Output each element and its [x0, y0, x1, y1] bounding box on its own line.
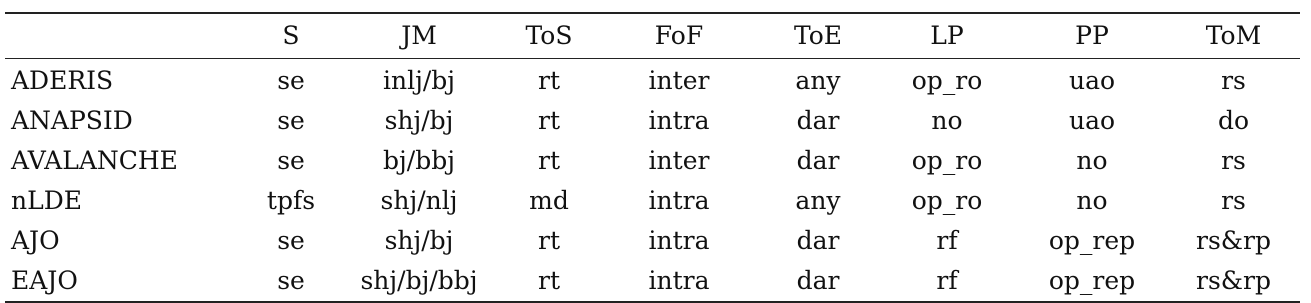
- cell-jm: bj/bbj: [383, 146, 455, 175]
- table-row: [5, 101, 1300, 141]
- cell-fof: intra: [648, 266, 710, 295]
- header-cell-fof: FoF: [654, 21, 704, 50]
- cell-pp: uao: [1068, 66, 1116, 95]
- header-cell-toe: ToE: [793, 21, 843, 50]
- cell-s: tpfs: [266, 186, 316, 215]
- cell-pp: op_rep: [1048, 226, 1136, 255]
- cell-jm: shj/bj: [384, 226, 454, 255]
- cell-pp: op_rep: [1048, 266, 1136, 295]
- cell-s: se: [277, 146, 305, 175]
- table-row: [5, 261, 1300, 302]
- cell-pp: no: [1076, 186, 1108, 215]
- cell-fof: inter: [648, 66, 710, 95]
- cell-fof: intra: [648, 226, 710, 255]
- header-cell-tom: ToM: [1205, 21, 1262, 50]
- cell-tos: rt: [538, 146, 560, 175]
- table-row: [5, 59, 1300, 102]
- table-row: [5, 221, 1300, 261]
- cell-lp: op_ro: [911, 186, 983, 215]
- cell-system-name: AJO: [11, 226, 60, 255]
- header-cell-tos: ToS: [525, 21, 573, 50]
- cell-system-name: ANAPSID: [11, 106, 133, 135]
- cell-pp: uao: [1068, 106, 1116, 135]
- cell-tom: rs&rp: [1196, 226, 1271, 255]
- cell-system-name: ADERIS: [11, 66, 114, 95]
- cell-system-name: nLDE: [11, 186, 82, 215]
- cell-pp: no: [1076, 146, 1108, 175]
- header-cell-pp: PP: [1075, 21, 1109, 50]
- cell-tos: rt: [538, 106, 560, 135]
- cell-jm: inlj/bj: [382, 66, 456, 95]
- table-body: [5, 59, 1300, 303]
- cell-tos: rt: [538, 266, 560, 295]
- cell-tom: rs: [1221, 146, 1246, 175]
- cell-tom: rs: [1221, 66, 1246, 95]
- comparison-table-container: [5, 12, 1300, 303]
- cell-toe: dar: [796, 226, 840, 255]
- header-cell-lp: LP: [930, 21, 964, 50]
- header-cell-jm: JM: [401, 21, 437, 50]
- cell-toe: dar: [796, 146, 840, 175]
- cell-toe: dar: [796, 266, 840, 295]
- cell-s: se: [277, 106, 305, 135]
- header-cell-s: S: [282, 21, 300, 50]
- table-row: [5, 181, 1300, 221]
- cell-toe: any: [795, 66, 841, 95]
- table-row: [5, 141, 1300, 181]
- cell-lp: op_ro: [911, 66, 983, 95]
- table-header: [5, 13, 1300, 59]
- cell-tom: rs: [1221, 186, 1246, 215]
- cell-tos: md: [529, 186, 569, 215]
- cell-tom: do: [1217, 106, 1250, 135]
- cell-s: se: [277, 226, 305, 255]
- cell-jm: shj/bj/bbj: [360, 266, 478, 295]
- comparison-table: [5, 12, 1300, 303]
- cell-fof: intra: [648, 186, 710, 215]
- cell-toe: dar: [796, 106, 840, 135]
- header-row: [5, 13, 1300, 59]
- cell-s: se: [277, 66, 305, 95]
- cell-fof: inter: [648, 146, 710, 175]
- cell-system-name: AVALANCHE: [11, 146, 178, 175]
- cell-jm: shj/bj: [384, 106, 454, 135]
- header-cell-system: [5, 13, 243, 59]
- cell-s: se: [277, 266, 305, 295]
- cell-tos: rt: [538, 66, 560, 95]
- cell-lp: no: [931, 106, 963, 135]
- cell-lp: op_ro: [911, 146, 983, 175]
- cell-fof: intra: [648, 106, 710, 135]
- cell-tom: rs&rp: [1196, 266, 1271, 295]
- cell-tos: rt: [538, 226, 560, 255]
- cell-lp: rf: [936, 266, 958, 295]
- cell-toe: any: [795, 186, 841, 215]
- cell-lp: rf: [936, 226, 958, 255]
- cell-system-name: EAJO: [11, 266, 78, 295]
- cell-jm: shj/nlj: [380, 186, 458, 215]
